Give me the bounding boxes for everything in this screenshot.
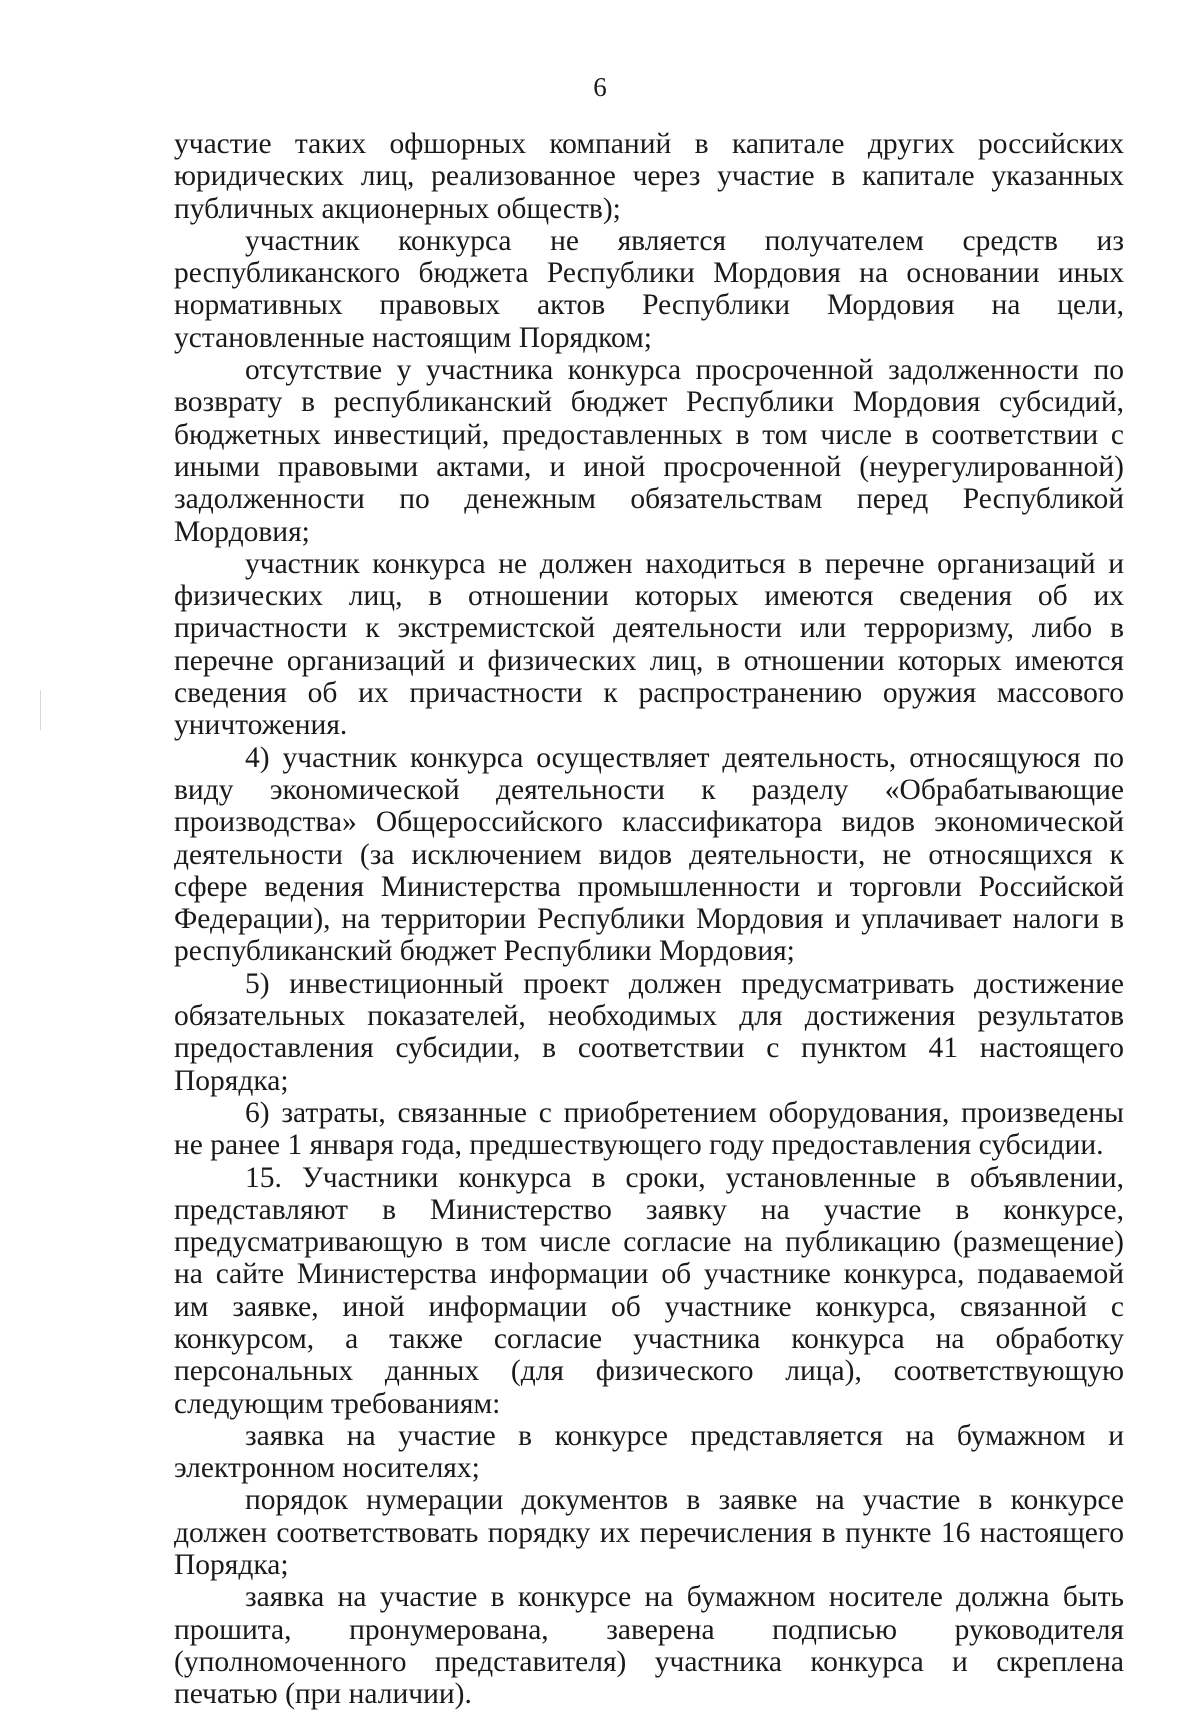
page-number: 6 [593, 72, 607, 102]
paragraph-no-debt: отсутствие у участника конкурса просроченной задолженности по возврату в республиканский бюджет Республики Мордовия субсидий, бюджетных инвестиций, предоставленных в том числе в соответствии с иными правовыми актами, и иной просроченной (неурегулированной) задолженности по денежным обязательствам перед Республикой Мордовия; [174, 354, 1124, 548]
paragraph-item-4: 4) участник конкурса осуществляет деятельность, относящуюся по виду экономической деятельности к разделу «Обрабатывающие производства» Общероссийского классификатора видов экономической деятельности (за исключением видов деятельности, не относящихся к сфере ведения Министерства промышленности и торговли Российской Федерации), на территории Республики Мордовия и уплачивает налоги в республиканский бюджет Республики Мордовия; [174, 741, 1124, 968]
paragraph-not-recipient: участник конкурса не является получателем средств из республиканского бюджета Республики Мордовия на основании иных нормативных правовых актов Республики Мордовия на цели, установленные настоящим Порядком; [174, 224, 1124, 354]
scan-artifact [40, 690, 41, 730]
paragraph-not-in-lists: участник конкурса не должен находиться в перечне организаций и физических лиц, в отношении которых имеются сведения об их причастности к экстремистской деятельности или терроризму, либо в перечне организаций и физических лиц, в отношении которых имеются сведения об их причастности к распространению оружия массового уничтожения. [174, 547, 1124, 742]
paragraph-continuation: участие таких офшорных компаний в капитале других российских юридических лиц, реализованное через участие в капитале указанных публичных акционерных обществ); [174, 128, 1124, 225]
paragraph-item-6: 6) затраты, связанные с приобретением оборудования, произведены не ранее 1 января года, предшествующего году предоставления субсидии. [174, 1096, 1124, 1162]
paragraph-binding-seal: заявка на участие в конкурсе на бумажном носителе должна быть прошита, пронумерована, заверена подписью руководителя (уполномоченного представителя) участника конкурса и скреплена печатью (при наличии). [174, 1581, 1124, 1711]
paragraph-clause-15: 15. Участники конкурса в сроки, установленные в объявлении, представляют в Министерство заявку на участие в конкурсе, предусматривающую в том числе согласие на публикацию (размещение) на сайте Министерства информации об участнике конкурса, подаваемой им заявке, иной информации об участнике конкурса, связанной с конкурсом, а также согласие участника конкурса на обработку персональных данных (для физического лица), соответствующую следующим требованиям: [174, 1161, 1124, 1420]
document-body [174, 128, 1124, 1711]
paragraph-numbering-order: порядок нумерации документов в заявке на участие в конкурсе должен соответствовать порядку их перечисления в пункте 16 настоящего Порядка; [174, 1484, 1124, 1582]
paragraph-paper-electronic: заявка на участие в конкурсе представляется на бумажном и электронном носителях; [174, 1419, 1124, 1485]
paragraph-item-5: 5) инвестиционный проект должен предусматривать достижение обязательных показателей, необходимых для достижения результатов предоставления субсидии, в соответствии с пунктом 41 настоящего Порядка; [174, 967, 1124, 1097]
